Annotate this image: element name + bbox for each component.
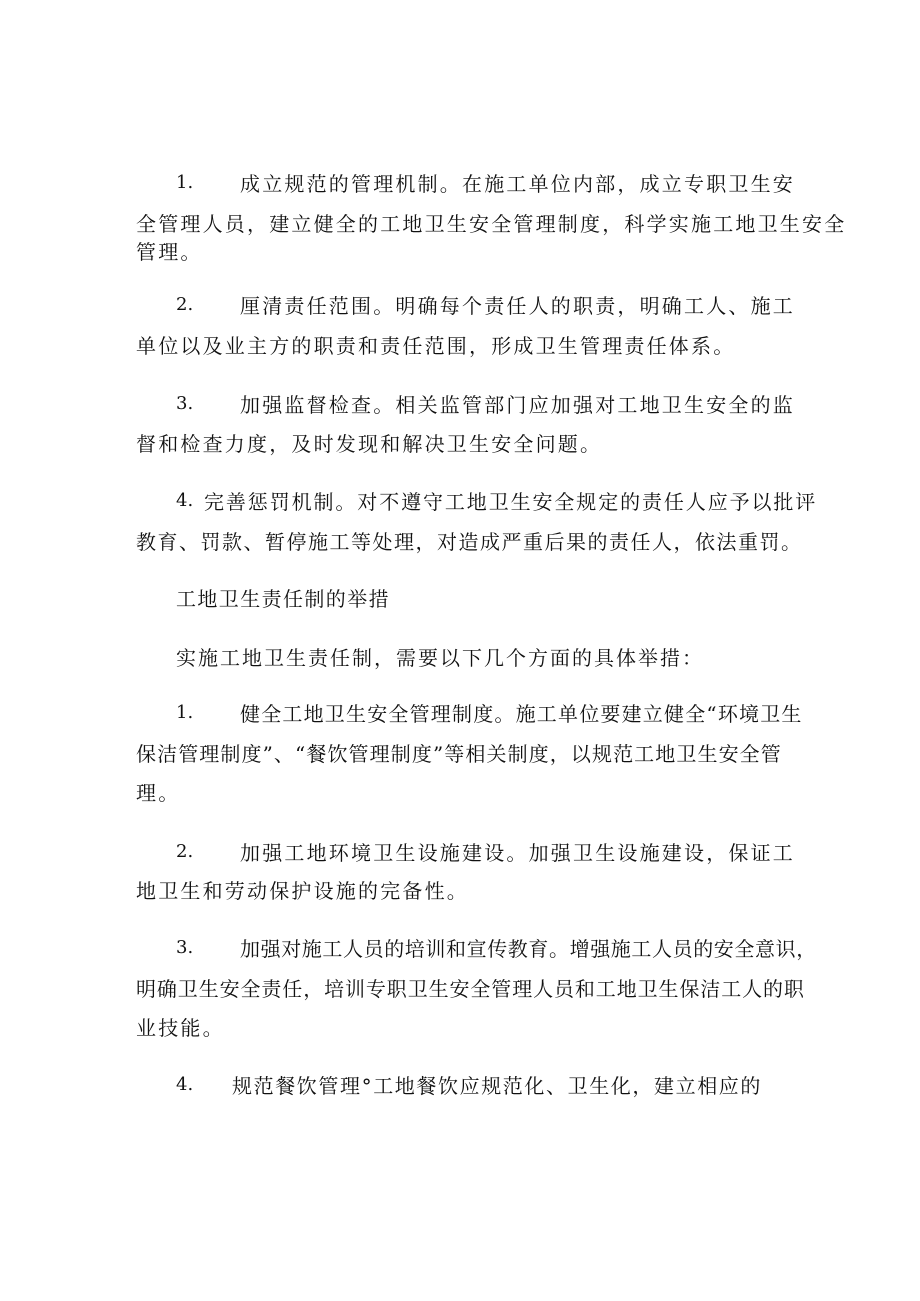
list-number: 2. — [176, 294, 194, 315]
paragraph-line: 加强监督检查。相关监管部门应加强对工地卫生安全的监 — [240, 393, 795, 417]
section-heading: 工地卫生责任制的举措 — [176, 587, 390, 611]
paragraph-line: 保洁管理制度”、“餐饮管理制度”等相关制度，以规范工地卫生安全管 — [136, 742, 782, 766]
paragraph-line: 规范餐饮管理°工地餐饮应规范化、卫生化，建立相应的 — [232, 1074, 762, 1098]
paragraph-line: 理。 — [136, 781, 181, 805]
paragraph-line: 单位以及业主方的职责和责任范围，形成卫生管理责任体系。 — [136, 334, 736, 358]
paragraph-line: 全管理人员，建立健全的工地卫生安全管理制度，科学实施工地卫生安全 — [136, 212, 847, 236]
intro-paragraph: 实施工地卫生责任制，需要以下几个方面的具体举措： — [176, 646, 704, 670]
list-number: 3. — [176, 937, 194, 958]
paragraph-line: 健全工地卫生安全管理制度。施工单位要建立健全“环境卫生 — [240, 702, 803, 726]
list-number: 1. — [176, 172, 194, 193]
paragraph-line: 业技能。 — [136, 1016, 225, 1040]
paragraph-line: 地卫生和劳动保护设施的完备性。 — [136, 879, 469, 903]
list-number: 3. — [176, 393, 194, 414]
list-number: 4. — [176, 1074, 194, 1095]
paragraph-line: 加强工地环境卫生设施建设。加强卫生设施建设，保证工 — [240, 841, 795, 865]
paragraph-line: 管理。 — [136, 240, 203, 264]
paragraph-line: 厘清责任范围。明确每个责任人的职责，明确工人、施工 — [240, 294, 795, 318]
paragraph-line: 教育、罚款、暂停施工等处理，对造成严重后果的责任人，依法重罚。 — [136, 530, 803, 554]
paragraph-line: 明确卫生安全责任，培训专职卫生安全管理人员和工地卫生保洁工人的职 — [136, 977, 805, 1001]
paragraph-line: 加强对施工人员的培训和宣传教育。增强施工人员的安全意识， — [240, 937, 817, 961]
paragraph-line: 成立规范的管理机制。在施工单位内部，成立专职卫生安 — [240, 172, 795, 196]
paragraph-line: 完善惩罚机制。对不遵守工地卫生安全规定的责任人应予以批评 — [204, 490, 818, 514]
list-number: 2. — [176, 841, 194, 862]
paragraph-line: 督和检查力度，及时发现和解决卫生安全问题。 — [136, 432, 603, 456]
list-number: 1. — [176, 702, 194, 723]
list-number: 4. — [176, 490, 194, 511]
